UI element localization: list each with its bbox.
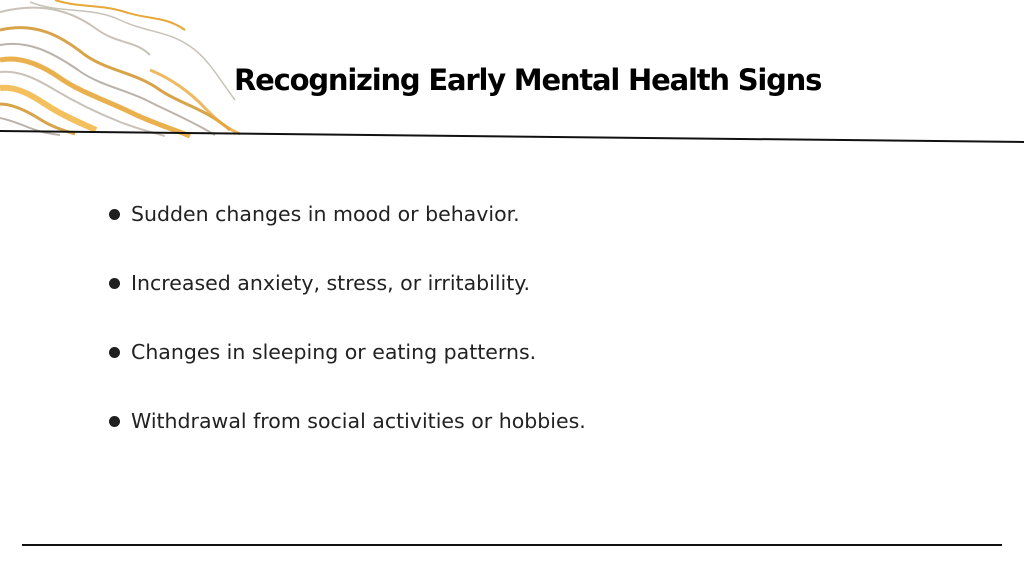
title-divider bbox=[0, 125, 1024, 150]
list-item bbox=[104, 334, 586, 370]
list-item bbox=[104, 403, 586, 439]
bullet-icon bbox=[109, 209, 120, 220]
list-item bbox=[104, 265, 586, 301]
bullet-text: Sudden changes in mood or behavior. bbox=[131, 202, 520, 226]
footer-divider bbox=[22, 544, 1002, 546]
bullet-list bbox=[104, 196, 586, 472]
list-item bbox=[104, 196, 586, 232]
bullet-icon bbox=[109, 278, 120, 289]
bullet-icon bbox=[109, 347, 120, 358]
bullet-text: Changes in sleeping or eating patterns. bbox=[131, 340, 537, 364]
slide-title: Recognizing Early Mental Health Signs bbox=[234, 63, 822, 97]
bullet-icon bbox=[109, 416, 120, 427]
bullet-text: Withdrawal from social activities or hobbies. bbox=[131, 409, 586, 433]
gold-marble-decoration-icon bbox=[0, 0, 250, 140]
bullet-text: Increased anxiety, stress, or irritability. bbox=[131, 271, 531, 295]
